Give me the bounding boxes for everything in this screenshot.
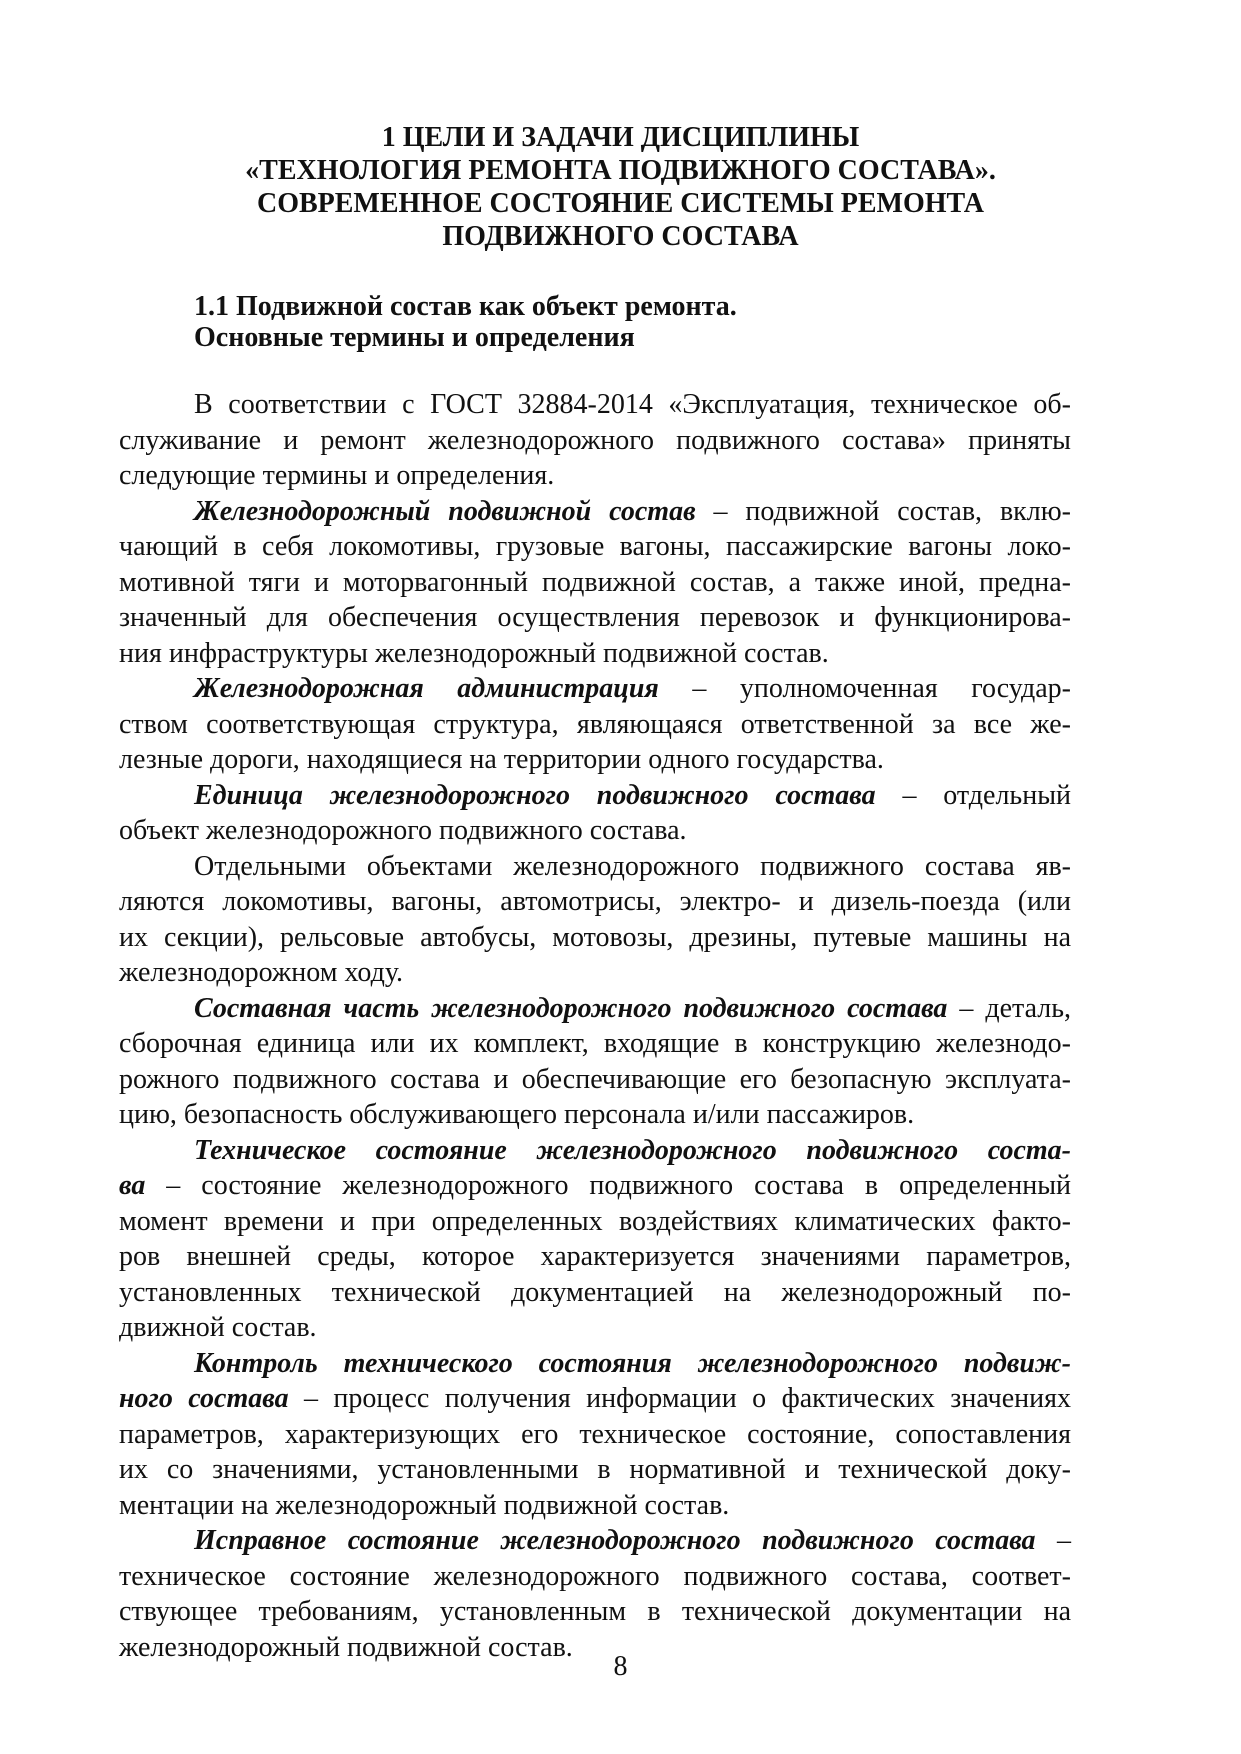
paragraph [119,1133,1071,1346]
body-text [119,387,1071,1665]
paragraph [119,1346,1071,1524]
line-text: мотивной тяги и моторвагонный подвижной состав, а также иной, предна- [119,566,1071,598]
paragraph [119,849,1071,991]
defined-term: Железнодорожная администрация [194,673,659,704]
paragraph [119,1523,1071,1665]
text-line [119,1062,1071,1098]
text-line [119,1026,1071,1062]
line-text: ния инфраструктуры железнодорожный подвижной состав. [119,637,829,669]
line-text: железнодорожный подвижной состав. [119,1631,573,1663]
defined-term: Исправное состояние железнодорожного подвижного состава [194,1525,1036,1556]
line-text: – состояние железнодорожного подвижного состава в определенный [145,1170,1071,1201]
text-line [119,1417,1071,1453]
text-line [119,529,1071,565]
line-text: – уполномоченная государ- [658,673,1071,704]
line-text: – [1035,1525,1072,1556]
text-line [119,1488,1071,1524]
text-line [119,1204,1071,1240]
line-text: служивание и ремонт железнодорожного подвижного состава» приняты [119,424,1071,456]
line-text: цию, безопасность обслуживающего персонала и/или пассажиров. [119,1099,915,1130]
line-text: их со значениями, установленными в нормативной и технической доку- [119,1454,1071,1485]
line-text: параметров, характеризующих его техническое состояние, сопоставления [119,1418,1071,1450]
text-line [119,1275,1071,1311]
line-text: В соответствии с ГОСТ 32884-2014 «Эксплуатация, техническое об- [194,389,1071,420]
text-line [119,458,1071,494]
text-line [119,1559,1071,1595]
text-line [119,955,1071,991]
chapter-title-line: 1 ЦЕЛИ И ЗАДАЧИ ДИСЦИПЛИНЫ [381,122,860,153]
text-line [119,849,1071,885]
text-line [119,1097,1071,1133]
text-line [119,1239,1071,1275]
paragraph [119,494,1071,672]
defined-term: Контроль технического состояния железнодорожного подвиж- [194,1347,1071,1379]
paragraph [119,671,1071,778]
text-line [119,600,1071,636]
defined-term: ва [119,1170,146,1201]
text-line [119,423,1071,459]
line-text: следующие термины и определения. [119,460,555,491]
section-title-line: 1.1 Подвижной состав как объект ремонта. [194,291,737,322]
line-text: установленных технической документацией на железнодорожный по- [119,1276,1071,1308]
text-line [119,920,1071,956]
paragraph [119,387,1071,494]
line-text: значенный для обеспечения осуществления перевозок и функционирова- [119,602,1071,633]
defined-term: ного состава [119,1383,289,1414]
text-line [119,1168,1071,1204]
defined-term: Железнодорожный подвижной состав [194,495,696,527]
line-text: рожного подвижного состава и обеспечивающие его безопасную эксплуата- [119,1063,1071,1095]
text-line [119,1310,1071,1346]
chapter-title [0,121,1241,253]
text-line [119,991,1071,1027]
text-line [119,884,1071,920]
paragraph [119,991,1071,1133]
text-line [119,1133,1071,1169]
text-line [119,813,1071,849]
text-line [119,494,1071,530]
chapter-title-line: СОВРЕМЕННОЕ СОСТОЯНИЕ СИСТЕМЫ РЕМОНТА [256,188,985,219]
line-text: – подвижной состав, вклю- [695,495,1072,527]
text-line [119,565,1071,601]
text-line [119,636,1071,672]
line-text: – деталь, [947,992,1071,1024]
line-text: момент времени и при определенных воздействиях климатических факто- [119,1205,1071,1237]
text-line [119,742,1071,778]
defined-term: Составная часть железнодорожного подвижного состава [194,992,948,1024]
defined-term: Техническое состояние железнодорожного подвижного соста- [194,1134,1071,1166]
paragraph [119,778,1071,849]
line-text: объект железнодорожного подвижного состава. [119,815,687,846]
text-line [119,1381,1071,1417]
section-title [194,291,737,353]
defined-term: Единица железнодорожного подвижного состава [194,779,876,811]
line-text: ров внешней среды, которое характеризуется значениями параметров, [119,1241,1071,1272]
line-text: сборочная единица или их комплект, входящие в конструкцию железнодо- [119,1028,1071,1059]
line-text: железнодорожном ходу. [119,957,404,988]
line-text: ством соответствующая структура, являющаяся ответственной за все же- [119,708,1071,740]
section-title-line: Основные термины и определения [194,322,635,353]
text-line [119,387,1071,423]
line-text: чающий в себя локомотивы, грузовые вагоны, пассажирские вагоны локо- [119,531,1071,562]
text-line [119,1523,1071,1559]
line-text: ментации на железнодорожный подвижной состав. [119,1489,730,1521]
line-text: ствующее требованиям, установленным в технической документации на [119,1596,1071,1627]
line-text: – процесс получения информации о фактических значениях [288,1383,1071,1414]
text-line [119,1346,1071,1382]
text-line [119,1452,1071,1488]
line-text: техническое состояние железнодорожного подвижного состава, соответ- [119,1560,1071,1592]
text-line [119,707,1071,743]
line-text: лезные дороги, находящиеся на территории одного государства. [119,744,884,775]
chapter-title-line: ПОДВИЖНОГО СОСТАВА [442,221,799,252]
line-text: – отдельный [875,779,1071,811]
line-text: ляются локомотивы, вагоны, автомотрисы, электро- и дизель-поезда (или [119,886,1071,917]
text-line [119,1594,1071,1630]
text-line [119,671,1071,707]
page-number: 8 [613,1651,628,1682]
chapter-title-line: «ТЕХНОЛОГИЯ РЕМОНТА ПОДВИЖНОГО СОСТАВА». [245,155,996,186]
line-text: движной состав. [119,1312,317,1343]
line-text: Отдельными объектами железнодорожного подвижного состава яв- [194,850,1071,882]
text-line [119,778,1071,814]
line-text: их секции), рельсовые автобусы, мотовозы, дрезины, путевые машины на [119,921,1071,953]
